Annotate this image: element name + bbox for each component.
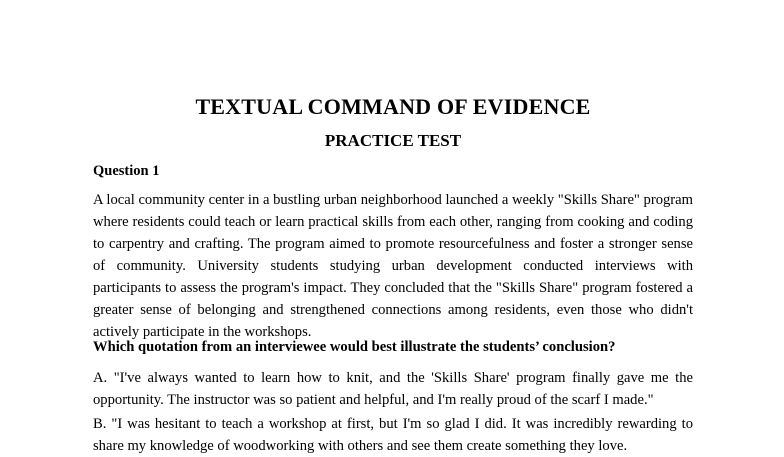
document-subtitle: PRACTICE TEST [324, 131, 462, 150]
answer-option-a: A. "I've always wanted to learn how to knit, and the 'Skills Share' program finally gave me the opportunity. The instructor was so patient and helpful, and I'm really proud of the scarf I made." [93, 370, 693, 408]
question-label: Question 1 [93, 163, 160, 179]
answer-option-b: B. "I was hesitant to teach a workshop at first, but I'm so glad I did. It was incredibly rewarding to share my knowledge of woodworking with others and see them create something they love. [93, 416, 693, 454]
question-passage: A local community center in a bustling urban neighborhood launched a weekly "Skills Share" program where residents could teach or learn practical skills from each other, ranging from cooking and coding to carpentry and crafting. The program aimed to promote resourcefulness and foster a stronger sense of community. University students studying urban development conducted interviews with participants to assess the program's impact. They concluded that the "Skills Share" program fostered a greater sense of belonging and strengthened connections among residents, even those who didn't actively participate in the workshops. [93, 192, 693, 340]
question-prompt: Which quotation from an interviewee would best illustrate the students’ conclusion? [93, 339, 616, 355]
document-title: TEXTUAL COMMAND OF EVIDENCE [195, 94, 591, 119]
